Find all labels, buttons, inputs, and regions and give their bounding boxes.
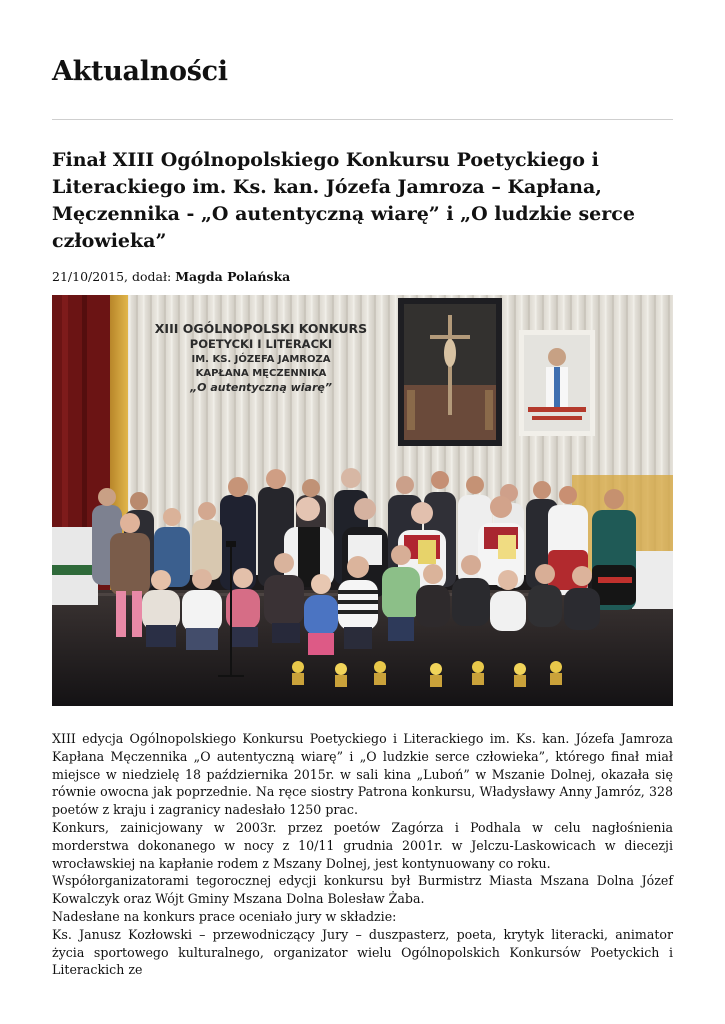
article-paragraph: Nadesłane na konkurs prace oceniało jury w składzie:: [52, 908, 397, 924]
crucifix-poster: [398, 298, 502, 446]
article-photo[interactable]: [52, 295, 673, 706]
section-title: Aktualności: [52, 56, 228, 87]
banner-line-4: KAPŁANA MĘCZENNIKA: [195, 368, 327, 379]
article-author[interactable]: Magda Polańska: [175, 269, 291, 284]
article-title[interactable]: Finał XIII Ogólnopolskiego Konkursu Poetyckiego i Literackiego im. Ks. kan. Józefa Jamroza – Kapłana, Męczennika - „O autentyczną wiarę” i „O ludzkie serce człowieka”: [52, 149, 635, 252]
banner-line-5: „O autentyczną wiarę”: [190, 381, 332, 394]
article-date: 21/10/2015: [52, 269, 125, 284]
article-paragraph: Współorganizatorami tegorocznej edycji konkursu był Burmistrz Miasta Mszana Dolna Józef Kowalczyk oraz Wójt Gminy Mszana Dolna Bolesław Żaba.: [52, 873, 673, 907]
added-by-label: , dodał:: [124, 269, 176, 284]
article-meta: [52, 268, 290, 286]
article-paragraph: Konkurs, zainicjowany w 2003r. przez poetów Zagórza i Podhala w celu nagłośnienia morderstwa dokonanego w nocy z 10/11 grudnia 2001r. w Jelczu-Laskowicach w diecezji wrocławskiej na kapłanie rodem z Mszany Dolnej, jest kontynuowany co roku.: [52, 819, 673, 871]
event-group-photo: [52, 295, 673, 706]
banner-line-3: IM. KS. JÓZEFA JAMROZA: [191, 354, 331, 365]
banner-line-1: XIII OGÓLNOPOLSKI KONKURS: [154, 321, 368, 336]
article-paragraph: Ks. Janusz Kozłowski – przewodniczący Jury – duszpasterz, poeta, krytyk literacki, animator życia sportowego kulturalnego, organizator wielu Ogólnopolskich Konkursów Poetyckich i Literackich ze: [52, 926, 673, 978]
title-divider: [52, 119, 673, 120]
banner-line-2: POETYCKI I LITERACKI: [189, 337, 333, 351]
article-body: [52, 730, 673, 979]
article-paragraph: XIII edycja Ogólnopolskiego Konkursu Poetyckiego i Literackiego im. Ks. kan. Józefa Jamroza Kapłana Męczennika „O autentyczną wiarę” i „O ludzkie serce człowieka”, którego finał miał miejsce w niedzielę 18 października 2015r. w sali kina „Luboń” w Mszanie Dolnej, okazała się równie owocna jak poprzednie. Na ręce siostry Patrona konkursu, Władysławy Anny Jamróz, 328 poetów z kraju i zagranicy nadesłało 1250 prac.: [52, 731, 673, 818]
priest-portrait-poster: [519, 330, 595, 436]
